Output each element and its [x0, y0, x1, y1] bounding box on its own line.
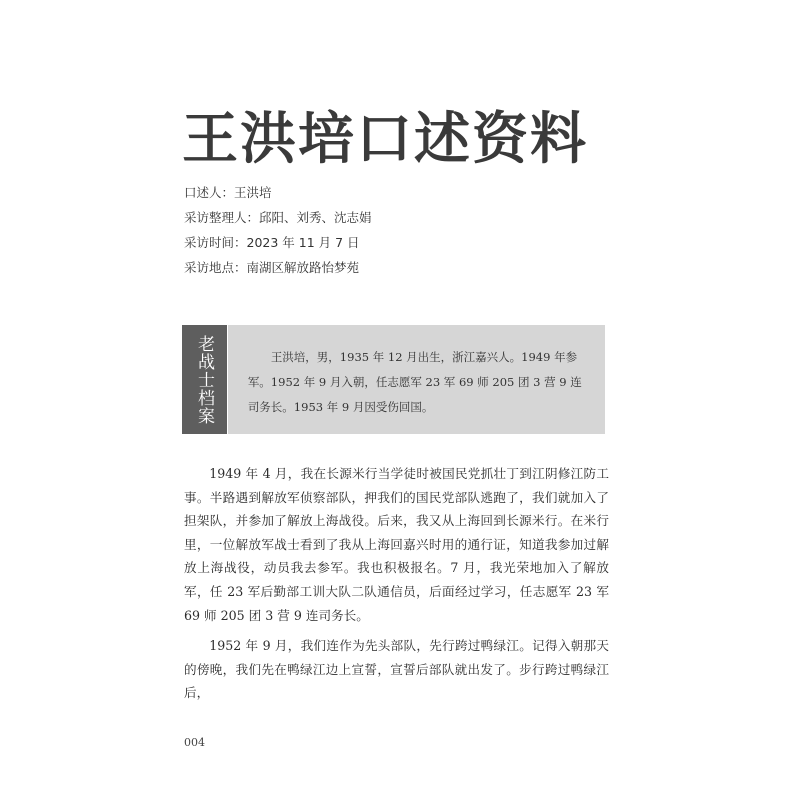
page-title: 王洪培口述资料 [182, 107, 588, 172]
narrator-line: 口述人：王洪培 [184, 185, 272, 200]
body-paragraph: 1952 年 9 月，我们连作为先头部队，先行跨过鸭绿江。记得入朝那天的傍晚，我们先在鸭绿江边上宣誓，宣誓后部队就出发了。步行跨过鸭绿江后， [184, 638, 609, 701]
editors-line: 采访整理人：邱阳、刘秀、沈志娟 [184, 210, 372, 225]
profile-tag: 老战士档案 [182, 325, 227, 434]
interview-time-line: 采访时间：2023 年 11 月 7 日 [184, 235, 360, 250]
body-paragraph: 1949 年 4 月，我在长源米行当学徒时被国民党抓壮丁到江阴修江防工事。半路遇到解放军侦察部队，押我们的国民党部队逃跑了，我们就加入了担架队，并参加了解放上海战役。后来，我又从上海回到长源米行。在米行里，一位解放军战士看到了我从上海回嘉兴时用的通行证，知道我参加过解放上海战役，动员我去参军。我也积极报名。7 月，我光荣地加入了解放军，任 23 军后勤部工训大队二队通信员，后面经过学习，任志愿军 23 军 69 师 205 团 3 营 9 连司务长。 [184, 466, 609, 623]
interview-place-line: 采访地点：南湖区解放路怡梦苑 [184, 260, 360, 275]
interview-metadata [184, 184, 372, 284]
oral-history-body [184, 462, 609, 712]
page-number: 004 [184, 736, 205, 749]
veteran-profile-box [182, 325, 605, 434]
profile-text: 王洪培，男，1935 年 12 月出生，浙江嘉兴人。1949 年参军。1952 年 9 月入朝，任志愿军 23 军 69 师 205 团 3 营 9 连司务长。1953 年 9 月因受伤回国。 [247, 350, 582, 414]
